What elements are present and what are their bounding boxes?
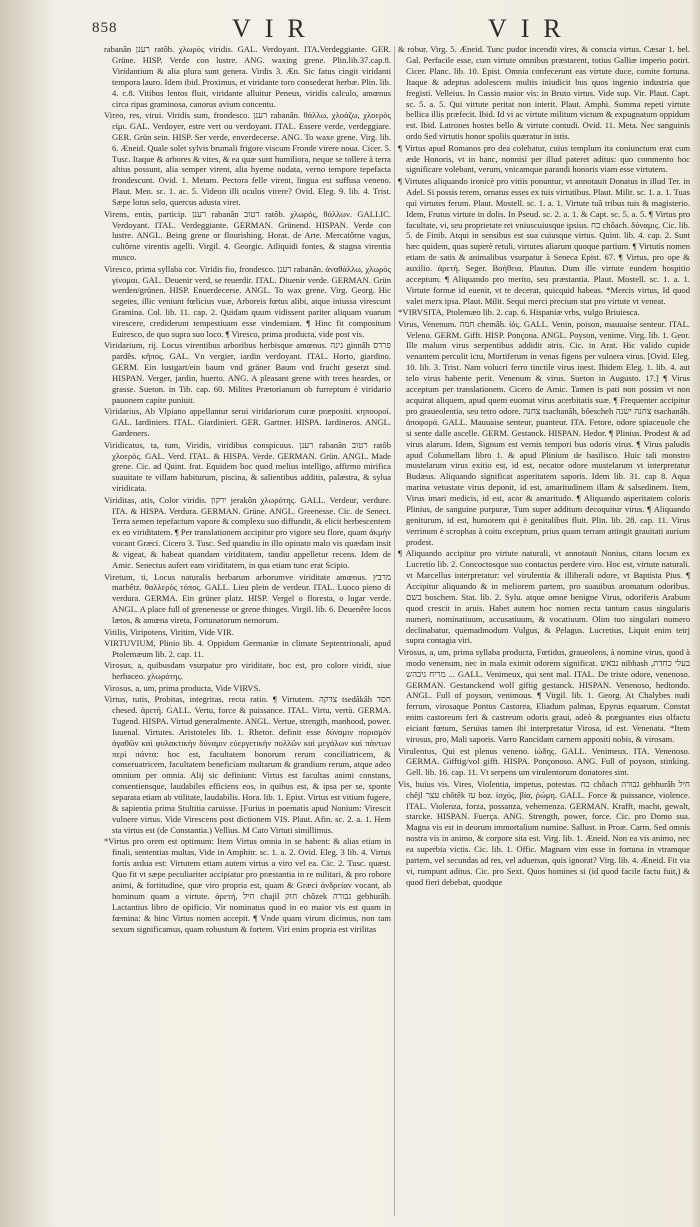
dictionary-entry — [398, 307, 690, 318]
entry-lemma: Viridarius, — [104, 406, 142, 417]
entry-text: ta, tum, Viridis, viridibus conspicuus. רענן rabanân רטוב ratôb χλοερός. GAL. Verd. ITAL. & HISPA. Verde. GERMAN. Grün. ANGL. Made grene. Cic. ad Quint. frat. Equidem hoc quod melius intelligo, affirmo mirifica suauitate te villam habiturum, piscina, & salientibus additis, palæstra, & sylua viridicata. — [112, 439, 391, 494]
entry-text: atis, Color viridis. ירקון jerakôn χλωρότης. GALL. Verdeur, verdure. ITA. & HISPA. Verdura. GERMAN. Grüne. ANGL. Greenesse. Cic. de Senect. Terra semen tepefactum vapore & complexu suo diffundit, & elicit herbescentem ex eo viriditatem. ¶ Per translationem accipitur pro vigore seu flore, quam ἀκμὴν vocant Græci. Cicero 3. Tusc. Sed quandiu in illo opinato malo vis quædam insit & vigeat, & habeat quandam viriditatem, tandiu appelletur recens. Idem de Amic. Senectus aufert eam viriditatem, in qua etiam tunc erat Scipio. — [112, 494, 391, 571]
entry-text: a, um, prima syllaba producta, Fœtidus, graueolens, à nomine virus, quod à modo venenum, nec in mala eximit odorem significat. נבאש nibhash בעלי כחדת, מריח ניבהש ... GALL. Venimeux, qui sent mal. ITAL. De triste odore, venenoso. GERMAN. Gestanckend woll giftig gestanck. HISPAN. Venenoso, hediondo. ANGL. Full of poyson, venimous. ¶ Virgil. lib. 1. Georg. At Chalybes nudi ferrum, virosaque Pontus Castorea, Eliadum palmas, Epyrus equarum. Constat enim castoreum feri & castreum odoris graui, adeò & prægnantes eius olfactu eiciant fœtum, Seruius tamen ibi interpretatur Virosa, id est. Venenata. *Item virosus, pro, Mali saporis. Varro Rancidam carnem appositi nobis, & virosam. — [406, 646, 690, 745]
binding-gutter-shadow — [0, 0, 58, 1227]
running-head — [0, 6, 700, 46]
page-edge-shadow — [690, 0, 700, 1227]
entry-lemma: VIRTUVIUM, — [104, 637, 156, 648]
running-head-right-word: VIR — [488, 14, 575, 43]
entry-text: rij. Locus virentibus arboribus herbisque amœnus. גינה ginnâh פרדס pardês. κῆπος. GAL. Vn vergier, iardin verdoyant. ITAL. Horto, giardino. GERM. Ein lustgart/ein baum vnd gräner Baum vnd frucht gesetzt sind. HISPAN. Verger, jardin, huerto. ANG. A pleasant grene with trees heardes, or grasse. Sueton. in Tib. cap. 60. Milites Prætorianum ob furreptum è viridario pauonem capite puniuit. — [112, 340, 391, 405]
dictionary-entry — [398, 647, 690, 745]
entry-text: *Virtus pro orem est optimum: Item Virtus omnia in se habent: & alias etiam in finali, sententias multas, Vide in Amphitr. sc. 1. a. 2. Ovid. Eleg. 3 lib. 4. Virtus fortis ardua est: Virtutem etiam autem virtus a viro vel ea. Cic. 2. Tusc. quæst. Quo fit vt sæpe peculiariter accipiatur pro præstantia in re militari, & pro robore animi, & fortitudine, quæ viro propria est, quam & Græci ἀνδρείαν vocant, ab hominum quam a virtute. ἀρετή, חיל chajil חזק chôzek גבורה gebhurâh. Lactantius libro de opificio. Vir nominatus quod in eo maior vis est quam in fœmina: & hinc Virtus nomen accepit. ¶ Vnde quam virum dicimus, non tam sexum significamus, quam robustum & fortem. Viri enim propria est virilitas — [104, 836, 391, 934]
dictionary-entry — [104, 209, 391, 264]
entry-text: ¶ Virtus apud Romanos pro dea colebatur, cuius templum ita coniunctum erat cum æde Honoris, vt in hanc, nonnisi per illud pateret aditus: quo commento hoc significare volebant, verum, vnicamque parandi honoris viam esse virtutem. — [398, 142, 690, 175]
dictionary-entry — [104, 406, 391, 439]
entry-text: rabanân רענן ratôb. χλωρός viridis. GAL. Verdoyant. ITA.Verdeggiante. GER. Grüne. HISP. Verde con lustre. ANG. waxing grene. Plin.lib.37.cap.8. Viridantium & alia plura sunt genera. Virdis 3. Æn. Sic fatus cingit viridanti tempora lauro. Idem ibid. Proximus, et viridante toro consederat herbæ. Plin. lib. 4. c.8. Vitibus lentos fluit, viridante alluitur Peneus, viridis calculo, amœnus circa ripas graminosa, canorus avium concentu. — [104, 44, 391, 109]
dictionary-entry — [104, 110, 391, 208]
entry-text: a, quibusdam vsurpatur pro viriditate, hoc est, pro colore viridi, siue herbaceo. χλωρότης. — [112, 660, 391, 682]
entry-lemma: Viretum, — [104, 571, 136, 582]
entry-text: prima syllaba cor. Viridis fio, frondesco. רענן rabanân. ἀναθάλλω, χλωρὸς γίνομαι. GAL. Deuenir verd, se reuerdir. ITAL. Diuenir verde. GERMAN. Grün werden/grünen. HISP. Enuerdecerse. ANGL. To wax grene. Virg. Georg. Hic segetes, illic veniunt fœlicius vuæ, Arboreis fœtus alibi, atque iniussa virescunt Gramina. Col. lib. 11. cap. 2. Quidam quum vidissent pariter aliquam vuarum virescere, crediderunt tempestiuam esse vindemiam. ¶ Hinc fit compositum Euiresco, de quo supra suo loco. ¶ Viresco, prima producta, vide post vis. — [112, 263, 391, 340]
left-column — [104, 44, 391, 1221]
dictionary-entry — [398, 746, 690, 779]
page-number: 858 — [92, 20, 118, 36]
entry-lemma: Virosus, — [104, 682, 134, 693]
dictionary-entry — [398, 319, 690, 548]
entry-text: ti, Locus naturalis herbarum arborumve viriditate amœnus. מרבץ marbêtz. θαλλερὸς τόπος. GALL. Lieu plein de verdeur. ITAL. Luoco pieno di verdura. GERMA. Ein grüner platz. HISP. Vergel o floresta, o lugar verde. ANGL. A place full of grenenesse or grene thinges. Virgil. lib. 6. Deuenêre locos lætos, & amœna vireta, Fortunatorum nemorum. — [112, 571, 391, 626]
entry-text: res, virui. Viridis sum, frondesco. רענן rabanân. θάλλω, χλοάζω, χλοερὸς εἰμι. GAL. Verdoyer, estre vert ou verdoyant. ITAL. Essere verde, verdeggiare. GER. Grün sein. HISP. Ser verde, enverdecerse. ANG. To waxe grene. Virg. lib. 6. Æneid. Quale solet sylvis brumali frigore viscum Fronde virere noua. Cicer. 5. Tusc. Itaque & arbores & vites, & ea quæ sunt humiliora, neque se tollere à terra altius possunt, alia semper virent, alia hyeme nudata, verno tempore tepefacta frondescunt. Ovid. 1. Metam. Pectora felle virent, lingua est suffusa veneno. Plaut. Men. sc. 1. ac. 5. Videon illi oculos virere? Ovid. Eleg. 9. lib. 4. Trist. Sæpe lotus selo, quercus adusta viret. — [112, 109, 391, 208]
dictionary-entry — [398, 176, 690, 307]
entry-text: tutis, Probitas, integritas, recta ratio. ¶ Virtutem. צדקה tsedâkâh חסד chesed. ἀρετή. GALL. Vertu, force & puissance. ITAL. Virtu, vertù. GERMA. Tugend. HISPA. Virtud generalmente. ANGL. Vertue, strength, manhood, power. Iuuenal. Virtutes. Aristoteles lib. 1. Rhetor. definit esse δύναμιν πορισμὸν ἀγαθῶν καὶ φυλακτικὴν δύναμιν εὐεργετικὴν πολλῶν καὶ μεγάλων καὶ πάντων περὶ πάντα: hoc est, facultatem bonorum rerum conciliatricem, & conseruatricem, facultatem beneficiam multarum & grandium rerum, atque adeo omnium per omnia. Alij sic definiunt: Virtus est facultas animi constans, consentiensque, laudabiles efficiens eos, in quibus est, & ipsa per se, sponte separata etiam ab vtilitate, laudabilis. Hora. lib. 1. Epist. Virtus est vitium fugere, & sapientia prima Stultitia caruisse. [Furius in poematis apud Nonium: Virescit vulnere virtus. Vide Virescens post dictionem VIS. Plaut. Afin. sc. 2. a. 1. Hem sta virtus est (de Constantia.) Vellius. M Cato Virtuti simillimus. — [112, 693, 391, 835]
entry-lemma: *VIRVSITA, — [398, 307, 445, 318]
dictionary-entry — [104, 340, 391, 405]
running-head-left-word: VIR — [232, 14, 319, 43]
entry-text: Qui est plenus veneno. ἰώδης. GALL. Venimeux. ITA. Venenoso. GERMA. Gifftig/vol gifft. HISPA. Ponçonoso. ANG. Full of poyson, stinking. Gell. lib. 16. cap. 11. Vt serpens um virulentorum donatores sint. — [406, 745, 690, 778]
dictionary-entry — [104, 44, 391, 109]
entry-text: ¶ Virtutes aliquando ironicè pro vitiis ponuntur, vt annotauit Donatus in illud Ter. in Adel. Si possis terem, ornatus esses ex tuis virtutibus. Plaut. Milit. sc. 1. a. 1. Tuas qui virtutes ferum. Plaut. Mostell. sc. 1. a. 1. Virtute tuâ tribus tuis & magisterio. Idem, Frutus virtute in dolis. In Pseud. sc. 2. a. 1. & Capt. sc. 5. a. 5. ¶ Virtus pro facultate, vi, seu proprietate rei vniuscuiusque ipsius. כח chôach. δύναμις. Cic. lib. 5. de Finib. Atqui in sensibus est sua cuiusque virtus. Quint. lib. 4. cap. 2. Sunt hæc quidem, quas superè retuli, virtutes aliarum quoque partium. ¶ Virtutis nomen etiam de satis & animalibus vsurpatur à Seneca Epist. 67. ¶ Virtus, pro ope & auxilio. ἀρετή. Seger. Βοήθεια. Plautus. Dum ille virtute eundem hospitio acceptum. ¶ Aliquando pro merito, seu præstantia. Plaut. Mostell. sc. 1. a. 1. Virtute formæ id euenit, vt te decerat, quicquid habeas. *Mercis virtus, Id quod valet merx ipsa. Plaut. Milit. Sequi merci precium stat pro virtute vt veneat. — [398, 175, 690, 306]
dictionary-entry — [104, 638, 391, 660]
entry-text: huius vis. Vires, Violentia, impetus, potestas. כח chôach גבורה gebhurâh חיל chêjl עצר chôtêk עז boz. ἰσχύς, βία, ῥώμη. GALL. Force & puissance, violence. ITAL. Violenza, forza, possanza, vehemenza. GERMAN. Krafft, macht, gewalt, starcke. HISPAN. Fuerça. ANG. Strength, power, force. Cic. pro Domo sua. Magna vis est in deorum immortalium numine. Sallust. in Proæ. Carm. Sed omnis nostra vis in animo, & corpore sita est. Virg. lib. 1. Æneid. Non ea vis animo, nec ea superbia victis. Cic. lib. 1. Offic. Magnam vim esse in fortuna in vtramque partem, vel secundas ad res, vel aduersas, quis ignorat? Virg. lib. 4. Æneid. Fit via vi, rumpunt aditus. Cic. pro Sext. Quos homines si (id quod facile factu fuit,) & quod fieri debebat, quodque — [406, 778, 690, 887]
entry-lemma: Vis, — [398, 778, 412, 789]
entry-lemma: Viresco, — [104, 263, 134, 274]
dictionary-entry — [398, 143, 690, 176]
entry-text: Plinio lib. 4. Oppidum Germaniæ in climate Septentrionali, apud Ptolemæum lib. 2. cap. 11. — [112, 637, 391, 659]
dictionary-entry — [104, 495, 391, 571]
entry-lemma: Vireo, — [104, 109, 126, 120]
entry-text: Venenum. חמה chemâh. ἰός. GALL. Venin, poison, mauuaise senteur. ITAL. Veleno. GERM. Gifft. HISP. Ponçona. ANGL. Poyson, venime. Virg. lib. 1. Geor. Ille malum virus serpentibus addidit atris. Cic. in Arat. Hic valido cupide venantem perculit ictu, Mortiferum in venas figens per vulnera virus. [Ovid. Eleg. 10. lib. 3. Trist. Nam volucri ferro tinctile virus inest. Ibidem Eleg. 1. lib. 4. aut telo virus habente perit. Venenum & virus. Sueton in Augusto. 17.] ¶ Virus acceptum per translationem. Cicero de Amic. Tamen is pati non possim vt non acquirat aliquem, apud quem euomat virus acerbitatis suæ. ¶ Frequenter accipitur pro graueolentia, seu tetro odore. צחנה tsachanâh, bôescheh צחנה ישנה tsachanâh. ἀποφορά. GALL. Mauuaise senteur, puanteur. ITA. Fetore, odore spiaceuole che si sente dalle ascelle. GERM. Gestanck. HISPAN. Hedor. ¶ Plinius. Prodest & ad virus alarum. Idem, Signum est vernis tempori bus odoris virus. ¶ Virus paludis apud Columellam libro 1. & apud Plinium de basilisco. Huic tali monstro mustelarum virus exitio est, id est, necator odore mustelarum vt interpretatur Budæus. Aliquando significat asperitatem saporis. Idem lib. 31. cap 8. Aqua marina vetustate virus deponit, id est, amaritudinem illam & salsedinem. Item, Virus imari medicis, id est, acor & amaritudo. ¶ Aliquando asperitatem coloris Plinius, de sanguine purpuræ, Tum super additum decoquitur virus. ¶ Aliquando geniturum, id est, humorem qui è genitalibus fluit. Plin. lib. 28. cap. 11. Virus verrinum è scrophas à coitu exceptum, prius quam terram attingit grauitati aurium prodest. — [406, 318, 690, 547]
entry-lemma: Virtus, — [104, 693, 128, 704]
dictionary-entry — [398, 44, 690, 142]
dictionary-entry — [104, 572, 391, 627]
entry-lemma: Virens, — [104, 208, 130, 219]
entry-text: Ab Vlpiano appellantur serui viridariorum curæ præpositi. κηπουροί. GAL. Iardiniers. ITAL. Giardinieri. GER. Gartner. HISPA. Iardineros. ANGL. Gardeners. — [112, 406, 391, 439]
entry-text: ¶ Aliquando accipitur pro virtute naturali, vt annotauit Nonius, citans locum ex Lucretio lib. 2. Concoctosque suo contactus perdere viro. Hoc est, virtute naturali. vt Marcellus interpretatur: vel virulentia & illiberali odore, vt Baptista Pius. ¶ Accipitur aliquando & in meliorem partem, pro suauibus aromatum odoribus. בשם boschem. Stat. lib. 2. Sylu. atque omne benigne Virus, odoriferis Arabum quod crescit in aruis. Habet autem hoc nomen recta tantum casus singularis numeri, nominatiuum, accusatiuum, & vocatiuum. Olim tuo singulari numero declinabatur, quemadmodum Vulgus, & Pelagus. Lucretius, Liquit enim tetrj supra contagia viri. — [398, 548, 690, 646]
dictionary-entry — [104, 440, 391, 495]
entry-lemma: Viridarium, — [104, 340, 145, 351]
entry-lemma: Virus, — [398, 318, 420, 329]
right-column — [398, 44, 690, 1221]
entry-lemma: Virosus, — [104, 660, 134, 671]
entry-lemma: Vitilis, — [104, 626, 128, 637]
entry-lemma: Viridicatus, — [104, 439, 146, 450]
dictionary-entry — [104, 683, 391, 694]
dictionary-entry — [104, 836, 391, 934]
entry-lemma: Virosus, — [398, 646, 428, 657]
dictionary-entry — [104, 264, 391, 340]
entry-text: Viripotens, Viritim, Vide VIR. — [129, 626, 234, 637]
dictionary-entry — [104, 694, 391, 836]
entry-lemma: Viriditas, — [104, 494, 137, 505]
dictionary-entry — [398, 548, 690, 646]
entry-text: & robur. Virg. 5. Æneid. Tunc pudor incendit vires, & conscia virtus. Cæsar 1. bel. Gal. Perfacile esse, cum virtute omnibus præstarent, totius Galliæ imperio potiri. Cicer. Planc. lib. 10. Epist. Omnia confecerunt eas virtute duce, comite fortuna. Itaque & adeptus adolescens multis iniudicit bus quos ingenio industria que fregisti. Velleius. In Cassio maior vis: in Bruto virtus. Vide sup. Vir. Plaut. Capt. sc. 5. a. 5. Qui virtute peritat non interit. Plaut. Amphi. Summa repeti virtute bellica illis præfecit. Ibid. Id vi ac virtute militum victum & expugnatum oppidum est. Ibid. Latrones hostes bello & virtute contudi. Ovid. 11. Meta. Nec sanguinis ordo Sed virtutis honor spoliis quæratur in istis. — [398, 44, 690, 142]
entry-text: Ptolemæo lib. 2. cap. 6. Hispaniæ vrbs, vulgo Briuiesca. — [446, 307, 640, 318]
dictionary-entry — [104, 627, 391, 638]
entry-text: a, um, prima producta, Vide VIRVS. — [135, 682, 261, 693]
entry-lemma: Virulentus, — [398, 745, 438, 756]
entry-text: entis, particip. רענן rabanân רטוב ratôb. χλωρός, θάλλων. GALLIC. Verdoyant. ITAL. Verdeggiante. GERMAN. Grünend. HISPAN. Verde con lustre. ANGL. Being grene or flourishing. Horat. de Arte. Mercatôrne vagus, cultôrne virentis agelli. Virgil. 4. Georgic. Atliquidi fontes, & stagna virentia musco. — [112, 208, 391, 263]
dictionary-entry — [398, 779, 690, 888]
column-divider — [394, 46, 395, 1216]
dictionary-entry — [104, 660, 391, 682]
